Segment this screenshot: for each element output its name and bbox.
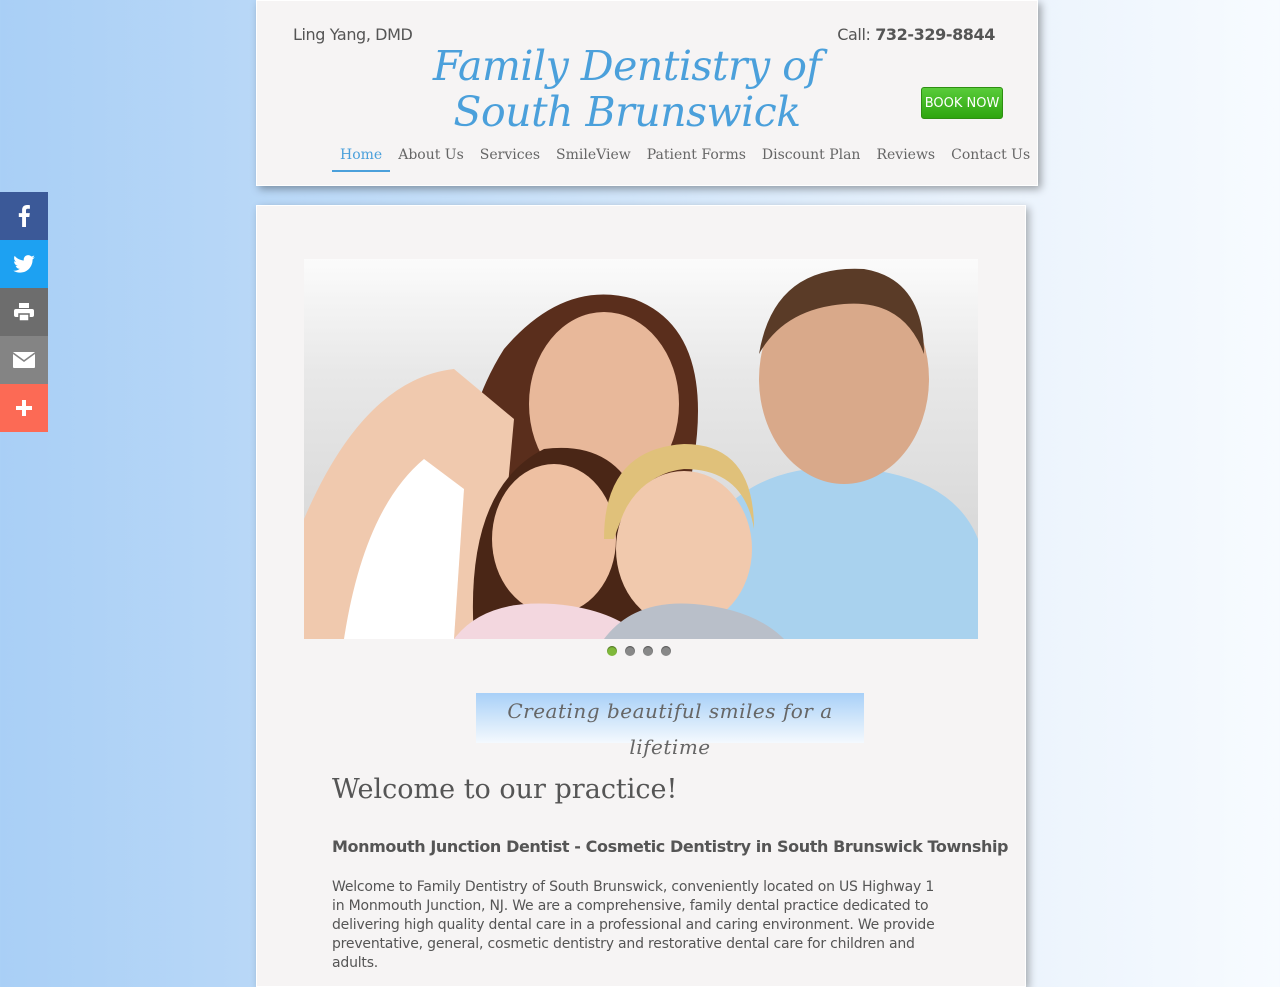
print-share-button[interactable] xyxy=(0,288,48,336)
share-bar xyxy=(0,192,48,432)
site-title[interactable]: Family Dentistry of South Brunswick xyxy=(432,42,822,136)
nav-item-contact-us[interactable]: Contact Us xyxy=(951,147,1031,163)
slider-dot[interactable] xyxy=(625,646,635,656)
nav-item-smileview[interactable]: SmileView xyxy=(556,147,631,163)
nav-item-about-us[interactable]: About Us xyxy=(398,147,464,163)
twitter-share-button[interactable] xyxy=(0,240,48,288)
welcome-paragraph: Welcome to Family Dentistry of South Brunswick, conveniently located on US Highway 1 in Monmouth Junction, NJ. We are a comprehensive, family dental practice dedicated to delivering high quality dental care in a professional and caring environment. We provide preventative, general, cosmetic dentistry and restorative dental care for children and adults. xyxy=(332,879,935,971)
site-header xyxy=(256,0,1038,186)
doctor-name: Ling Yang, DMD xyxy=(293,25,413,44)
welcome-heading: Welcome to our practice! xyxy=(332,774,678,805)
call-label: Call: xyxy=(837,25,871,44)
nav-item-home[interactable]: Home xyxy=(332,145,390,172)
family-photo xyxy=(304,259,978,639)
twitter-icon xyxy=(13,255,35,273)
tagline-banner: Creating beautiful smiles for a lifetime xyxy=(476,693,864,743)
email-icon xyxy=(13,352,35,368)
call-info xyxy=(837,25,995,44)
slider-dot[interactable] xyxy=(607,646,617,656)
slider-dots xyxy=(607,646,671,656)
print-icon xyxy=(14,303,34,321)
plus-icon xyxy=(15,399,33,417)
nav-item-discount-plan[interactable]: Discount Plan xyxy=(761,147,861,163)
hero-slider-image[interactable] xyxy=(304,259,978,639)
facebook-icon xyxy=(15,205,33,227)
slider-dot[interactable] xyxy=(661,646,671,656)
book-now-button[interactable]: BOOK NOW xyxy=(921,87,1003,119)
more-share-button[interactable] xyxy=(0,384,48,432)
page-subheading: Monmouth Junction Dentist - Cosmetic Dentistry in South Brunswick Township xyxy=(332,837,1009,856)
email-share-button[interactable] xyxy=(0,336,48,384)
main-nav xyxy=(332,145,1038,172)
facebook-share-button[interactable] xyxy=(0,192,48,240)
nav-item-services[interactable]: Services xyxy=(479,147,541,163)
main-content xyxy=(256,205,1026,987)
nav-item-reviews[interactable]: Reviews xyxy=(876,147,936,163)
phone-link[interactable]: 732-329-8844 xyxy=(875,25,995,44)
slider-dot[interactable] xyxy=(643,646,653,656)
nav-item-patient-forms[interactable]: Patient Forms xyxy=(646,147,746,163)
